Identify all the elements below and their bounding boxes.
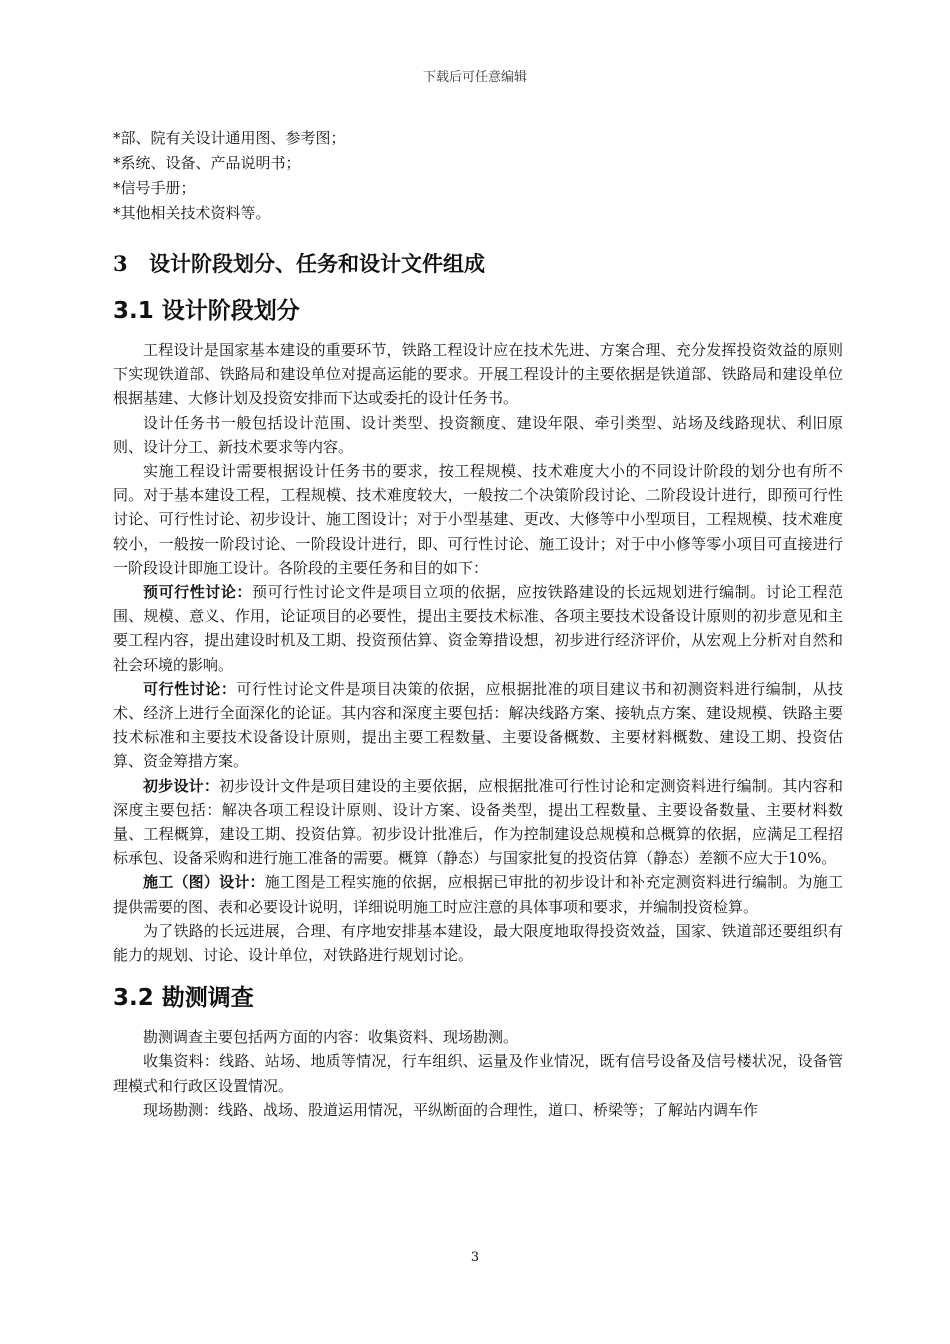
list-item: *部、院有关设计通用图、参考图；: [113, 129, 346, 147]
reference-list: [113, 126, 843, 226]
paragraph: 为了铁路的长远进展，合理、有序地安排基本建设，最大限度地取得投资效益，国家、铁道部还要组织有能力的规划、讨论、设计单位，对铁路进行规划讨论。: [113, 921, 843, 965]
stage-paragraph-pre-feasibility: [113, 580, 843, 677]
list-item: *其他相关技术资料等。: [113, 204, 271, 222]
page-number: 3: [470, 1250, 480, 1265]
stage-label: 施工（图）设计：: [143, 873, 265, 892]
paragraph: 勘测调查主要包括两方面的内容：收集资料、现场勘测。: [143, 1028, 519, 1047]
section-3-1-heading: 3.1 设计阶段划分: [113, 298, 300, 324]
stage-text: 初步设计文件是项目建设的主要依据，应根据批准可行性讨论和定测资料进行编制。其内容和深度主要包括：解决各项工程设计原则、设计方案、设备类型，提出工程数量、主要设备数量、主要材料数量、工程概算，建设工期、投资估算。初步设计批准后，作为控制建设总规模和总概算的依据，应满足工程招标承包、设备采购和进行施工准备的需要。概算（静态）与国家批复的投资估算（静态）差额不应大于10%。: [113, 776, 843, 868]
header-note: 下载后可任意编辑: [422, 70, 527, 85]
page-content: [113, 126, 843, 1122]
stage-text: 施工图是工程实施的依据，应根据已审批的初步设计和补充定测资料进行编制。为施工提供需要的图、表和必要设计说明，详细说明施工时应注意的具体事项和要求，并编制投资检算。: [113, 873, 843, 916]
paragraph: 实施工程设计需要根据设计任务书的要求，按工程规模、技术难度大小的不同设计阶段的划分也有所不同。对于基本建设工程，工程规模、技术难度较大，一般按二个决策阶段讨论、二阶段设计进行，即预可行性讨论、可行性讨论、初步设计、施工图设计；对于小型基建、更改、大修等中小型项目，工程规模、技术难度较小，一般按一阶段讨论、一阶段设计进行，即、可行性讨论、施工设计；对于中小修等零小项目可直接进行一阶段设计即施工设计。各阶段的主要任务和目的如下：: [113, 462, 843, 577]
stage-paragraph-feasibility: [113, 677, 843, 774]
stage-paragraph-preliminary-design: [113, 774, 843, 871]
section-number: 3: [113, 251, 128, 276]
section-title: 设计阶段划分、任务和设计文件组成: [149, 251, 485, 276]
paragraph: 现场勘测：线路、战场、股道运用情况，平纵断面的合理性，道口、桥梁等；了解站内调车作: [143, 1100, 759, 1119]
list-item: *系统、设备、产品说明书；: [113, 154, 301, 172]
paragraph: 工程设计是国家基本建设的重要环节，铁路工程设计应在技术先进、方案合理、充分发挥投资效益的原则下实现铁道部、铁路局和建设单位对提高运能的要求。开展工程设计的主要依据是铁道部、铁路局和建设单位根据基建、大修计划及投资安排而下达或委托的设计任务书。: [113, 341, 843, 408]
list-item: *信号手册；: [113, 179, 196, 197]
section-3-2-heading: 3.2 勘测调查: [113, 985, 254, 1012]
stage-label: 预可行性讨论：: [143, 583, 252, 602]
stage-text: 预可行性讨论文件是项目立项的依据，应按铁路建设的长远规划进行编制。讨论工程范围、规模、意义、作用，论证项目的必要性，提出主要技术标准、各项主要技术设备设计原则的初步意见和主要工程内容，提出建设时机及工期、投资预估算、资金筹措设想，初步进行经济评价，从宏观上分析对自然和社会环境的影响。: [113, 583, 843, 674]
stage-label: 初步设计：: [143, 776, 220, 795]
paragraph: 收集资料：线路、站场、地质等情况，行车组织、运量及作业情况，既有信号设备及信号楼状况，设备管理模式和行政区设置情况。: [113, 1052, 843, 1095]
stage-paragraph-construction-design: [113, 870, 843, 918]
section-3-heading: [113, 248, 843, 280]
stage-label: 可行性讨论：: [143, 679, 237, 698]
paragraph: 设计任务书一般包括设计范围、设计类型、投资额度、建设年限、牵引类型、站场及线路现状、利旧原则、设计分工、新技术要求等内容。: [113, 413, 843, 456]
stage-text: 可行性讨论文件是项目决策的依据，应根据批准的项目建议书和初测资料进行编制，从技术、经济上进行全面深化的论证。其内容和深度主要包括：解决线路方案、接轨点方案、建设规模、铁路主要技术标准和主要技术设备设计原则，提出主要工程数量、主要设备概数、主要材料概数、建设工期、投资估算、资金筹措方案。: [113, 679, 843, 771]
